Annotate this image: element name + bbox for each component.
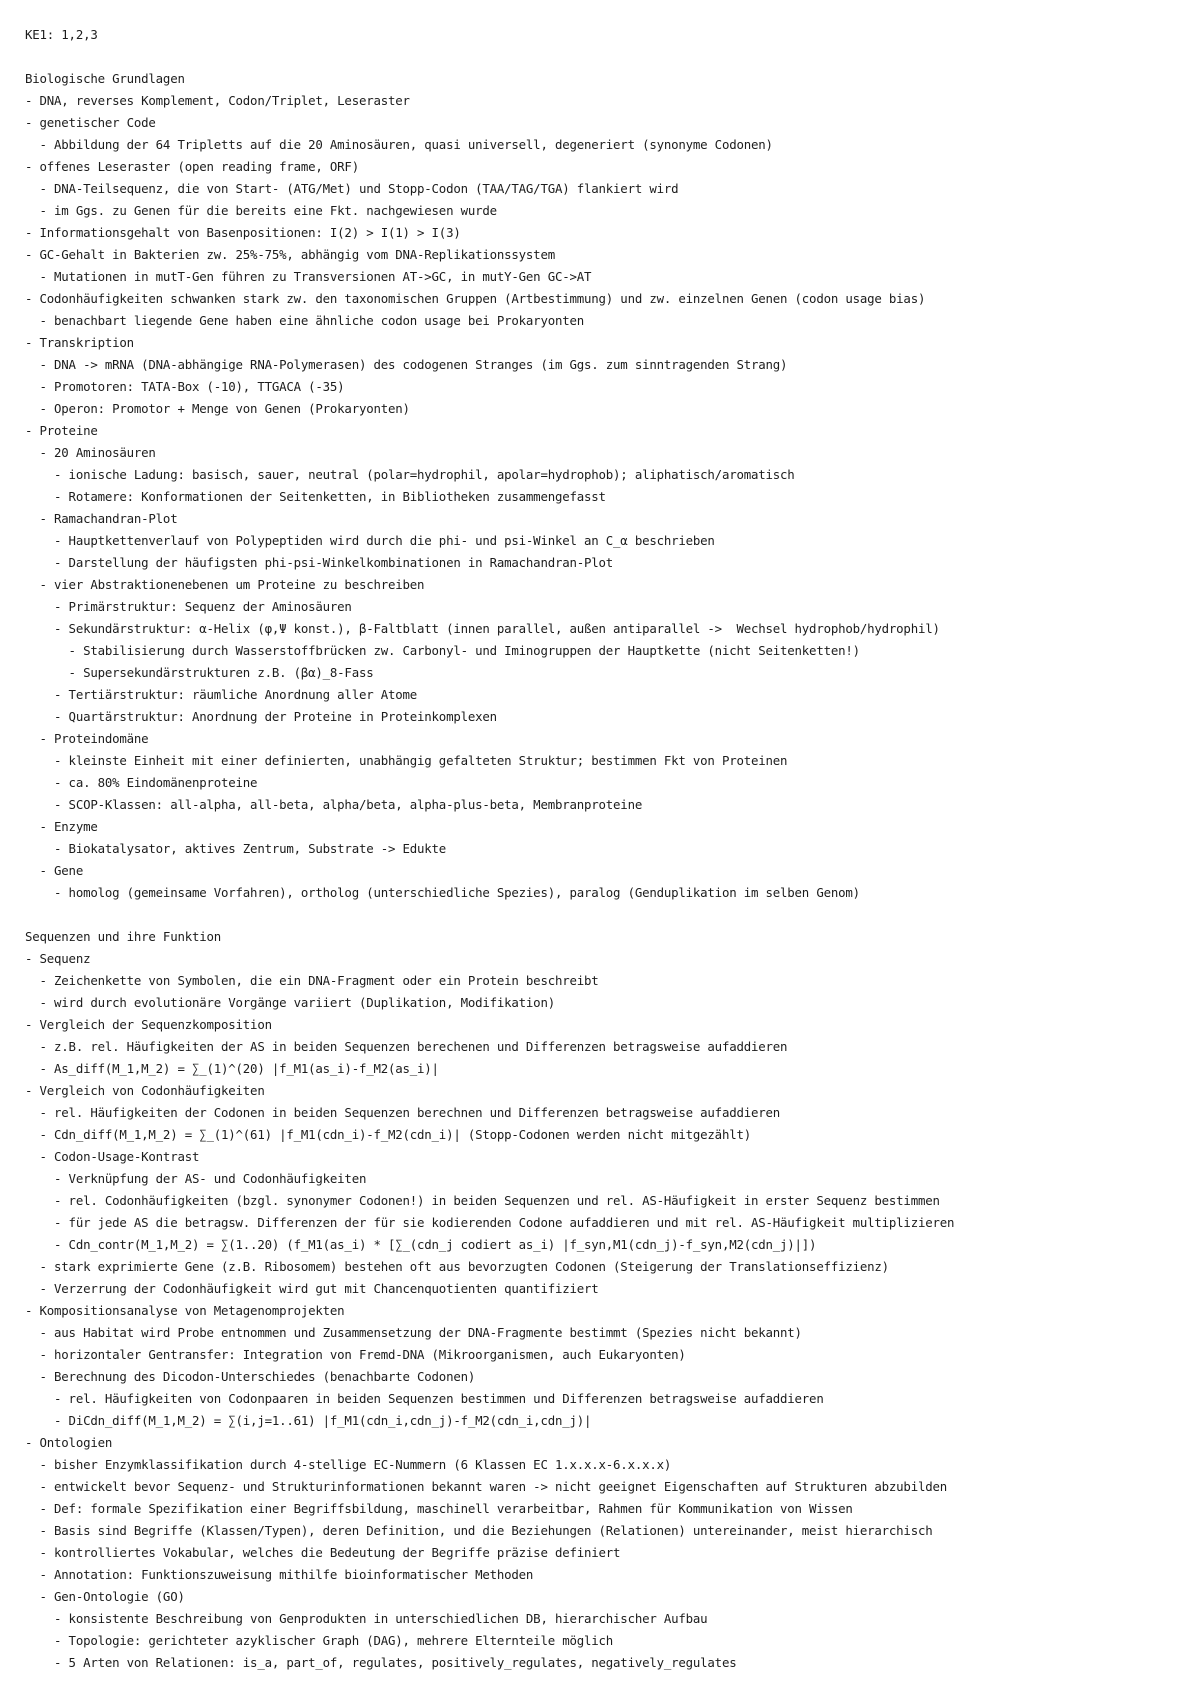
text-line: - Informationsgehalt von Basenpositionen: I(2) > I(1) > I(3) xyxy=(25,225,461,240)
text-line: - offenes Leseraster (open reading frame, ORF) xyxy=(25,159,359,174)
text-line: - Berechnung des Dicodon-Unterschiedes (benachbarte Codonen) xyxy=(25,1369,476,1384)
text-line: - für jede AS die betragsw. Differenzen der für sie kodierenden Codone aufaddieren und mit rel. AS-Häufigkeit multiplizieren xyxy=(25,1215,955,1230)
text-line: - Stabilisierung durch Wasserstoffbrücken zw. Carbonyl- und Iminogruppen der Hauptkette (nicht Seitenketten!) xyxy=(25,643,860,658)
text-line: - vier Abstraktionenebenen um Proteine zu beschreiben xyxy=(25,577,425,592)
text-line: - im Ggs. zu Genen für die bereits eine Fkt. nachgewiesen wurde xyxy=(25,203,497,218)
text-line: - ionische Ladung: basisch, sauer, neutral (polar=hydrophil, apolar=hydrophob); aliphatisch/aromatisch xyxy=(25,467,795,482)
text-line: - Cdn_diff(M_1,M_2) = ∑_(1)^(61) |f_M1(cdn_i)-f_M2(cdn_i)| (Stopp-Codonen werden nicht mitgezählt) xyxy=(25,1127,751,1142)
text-line: - DiCdn_diff(M_1,M_2) = ∑(i,j=1..61) |f_M1(cdn_i,cdn_j)-f_M2(cdn_i,cdn_j)| xyxy=(25,1413,592,1428)
text-line: - Vergleich der Sequenzkomposition xyxy=(25,1017,272,1032)
text-line: - Supersekundärstrukturen z.B. (βα)_8-Fass xyxy=(25,665,374,680)
text-line: - rel. Häufigkeiten von Codonpaaren in beiden Sequenzen bestimmen und Differenzen betragsweise aufaddieren xyxy=(25,1391,824,1406)
text-line: - kleinste Einheit mit einer definierten, unabhängig gefalteten Struktur; bestimmen Fkt von Proteinen xyxy=(25,753,788,768)
text-line: - Tertiärstruktur: räumliche Anordnung aller Atome xyxy=(25,687,418,702)
text-line: - Abbildung der 64 Tripletts auf die 20 Aminosäuren, quasi universell, degeneriert (synonyme Codonen) xyxy=(25,137,773,152)
text-line: - 5 Arten von Relationen: is_a, part_of, regulates, positively_regulates, negatively_regulates xyxy=(25,1655,737,1670)
text-line: - Primärstruktur: Sequenz der Aminosäuren xyxy=(25,599,352,614)
text-line: - benachbart liegende Gene haben eine ähnliche codon usage bei Prokaryonten xyxy=(25,313,585,328)
text-line: - wird durch evolutionäre Vorgänge variiert (Duplikation, Modifikation) xyxy=(25,995,555,1010)
text-line: - Kompositionsanalyse von Metagenomprojekten xyxy=(25,1303,345,1318)
text-line: Biologische Grundlagen xyxy=(25,71,185,86)
text-line: Sequenzen und ihre Funktion xyxy=(25,929,222,944)
text-line: - rel. Häufigkeiten der Codonen in beiden Sequenzen berechnen und Differenzen betragsweise aufaddieren xyxy=(25,1105,781,1120)
text-line: - Annotation: Funktionszuweisung mithilfe bioinformatischer Methoden xyxy=(25,1567,534,1582)
text-line: - Vergleich von Codonhäufigkeiten xyxy=(25,1083,265,1098)
text-line: - Codonhäufigkeiten schwanken stark zw. den taxonomischen Gruppen (Artbestimmung) und zw. einzelnen Genen (codon usage bias) xyxy=(25,291,926,306)
text-line: - genetischer Code xyxy=(25,115,156,130)
notes-document xyxy=(25,24,1185,1674)
text-line: - horizontaler Gentransfer: Integration von Fremd-DNA (Mikroorganismen, auch Eukaryonten) xyxy=(25,1347,686,1362)
text-line: - DNA-Teilsequenz, die von Start- (ATG/Met) und Stopp-Codon (TAA/TAG/TGA) flankiert wird xyxy=(25,181,679,196)
text-line: - Darstellung der häufigsten phi-psi-Winkelkombinationen in Ramachandran-Plot xyxy=(25,555,614,570)
text-line: - bisher Enzymklassifikation durch 4-stellige EC-Nummern (6 Klassen EC 1.x.x.x-6.x.x.x) xyxy=(25,1457,672,1472)
text-line: - As_diff(M_1,M_2) = ∑_(1)^(20) |f_M1(as_i)-f_M2(as_i)| xyxy=(25,1061,439,1076)
text-line: - Verknüpfung der AS- und Codonhäufigkeiten xyxy=(25,1171,367,1186)
text-line: - Gen-Ontologie (GO) xyxy=(25,1589,185,1604)
text-line: - Basis sind Begriffe (Klassen/Typen), deren Definition, und die Beziehungen (Relationen) untereinander, meist hierarchisch xyxy=(25,1523,933,1538)
text-line: - stark exprimierte Gene (z.B. Ribosomem) bestehen oft aus bevorzugten Codonen (Steigerung der Translationseffizienz) xyxy=(25,1259,889,1274)
text-line: - ca. 80% Eindomänenproteine xyxy=(25,775,258,790)
text-line: - GC-Gehalt in Bakterien zw. 25%-75%, abhängig vom DNA-Replikationssystem xyxy=(25,247,555,262)
text-line: - entwickelt bevor Sequenz- und Strukturinformationen bekannt waren -> nicht geeignet Eigenschaften auf Strukturen abzubilden xyxy=(25,1479,947,1494)
text-line: - Mutationen in mutT-Gen führen zu Transversionen AT->GC, in mutY-Gen GC->AT xyxy=(25,269,592,284)
text-line: - kontrolliertes Vokabular, welches die Bedeutung der Begriffe präzise definiert xyxy=(25,1545,621,1560)
text-line: - Sequenz xyxy=(25,951,91,966)
text-line: - DNA -> mRNA (DNA-abhängige RNA-Polymerasen) des codogenen Stranges (im Ggs. zum sinntragenden Strang) xyxy=(25,357,788,372)
text-line: - Gene xyxy=(25,863,84,878)
text-line: - Ontologien xyxy=(25,1435,113,1450)
text-line: - Codon-Usage-Kontrast xyxy=(25,1149,200,1164)
text-line: - konsistente Beschreibung von Genprodukten in unterschiedlichen DB, hierarchischer Aufbau xyxy=(25,1611,708,1626)
text-line: - Verzerrung der Codonhäufigkeit wird gut mit Chancenquotienten quantifiziert xyxy=(25,1281,599,1296)
blank-line xyxy=(25,46,1185,68)
text-line: - Rotamere: Konformationen der Seitenketten, in Bibliotheken zusammengefasst xyxy=(25,489,606,504)
text-line: KE1: 1,2,3 xyxy=(25,27,98,42)
blank-line xyxy=(25,904,1185,926)
text-line: - z.B. rel. Häufigkeiten der AS in beiden Sequenzen berechenen und Differenzen betragsweise aufaddieren xyxy=(25,1039,788,1054)
text-line: - Proteine xyxy=(25,423,98,438)
text-line: - SCOP-Klassen: all-alpha, all-beta, alpha/beta, alpha-plus-beta, Membranproteine xyxy=(25,797,643,812)
text-line: - Quartärstruktur: Anordnung der Proteine in Proteinkomplexen xyxy=(25,709,497,724)
text-line: - Biokatalysator, aktives Zentrum, Substrate -> Edukte xyxy=(25,841,447,856)
text-line: - DNA, reverses Komplement, Codon/Triplet, Leseraster xyxy=(25,93,410,108)
text-line: - 20 Aminosäuren xyxy=(25,445,156,460)
text-line: - Sekundärstruktur: α-Helix (φ,Ψ konst.), β-Faltblatt (innen parallel, außen antiparallel -> Wechsel hydrophob/hydrophil) xyxy=(25,621,940,636)
text-line: - homolog (gemeinsame Vorfahren), ortholog (unterschiedliche Spezies), paralog (Genduplikation im selben Genom) xyxy=(25,885,860,900)
text-line: - Promotoren: TATA-Box (-10), TTGACA (-35) xyxy=(25,379,345,394)
text-line: - Ramachandran-Plot xyxy=(25,511,178,526)
text-line: - Transkription xyxy=(25,335,134,350)
text-line: - Enzyme xyxy=(25,819,98,834)
text-line: - Operon: Promotor + Menge von Genen (Prokaryonten) xyxy=(25,401,410,416)
text-line: - Def: formale Spezifikation einer Begriffsbildung, maschinell verarbeitbar, Rahmen für Kommunikation von Wissen xyxy=(25,1501,853,1516)
text-line: - Topologie: gerichteter azyklischer Graph (DAG), mehrere Elternteile möglich xyxy=(25,1633,614,1648)
text-line: - Proteindomäne xyxy=(25,731,149,746)
text-line: - Zeichenkette von Symbolen, die ein DNA-Fragment oder ein Protein beschreibt xyxy=(25,973,599,988)
text-line: - rel. Codonhäufigkeiten (bzgl. synonymer Codonen!) in beiden Sequenzen und rel. AS-Häufigkeit in erster Sequenz bestimmen xyxy=(25,1193,940,1208)
text-line: - Hauptkettenverlauf von Polypeptiden wird durch die phi- und psi-Winkel an C_α beschrieben xyxy=(25,533,715,548)
text-line: - Cdn_contr(M_1,M_2) = ∑(1..20) (f_M1(as_i) * [∑_(cdn_j codiert as_i) |f_syn,M1(cdn_j)-f_syn,M2(cdn_j)|]) xyxy=(25,1237,817,1252)
text-line: - aus Habitat wird Probe entnommen und Zusammensetzung der DNA-Fragmente bestimmt (Spezies nicht bekannt) xyxy=(25,1325,802,1340)
